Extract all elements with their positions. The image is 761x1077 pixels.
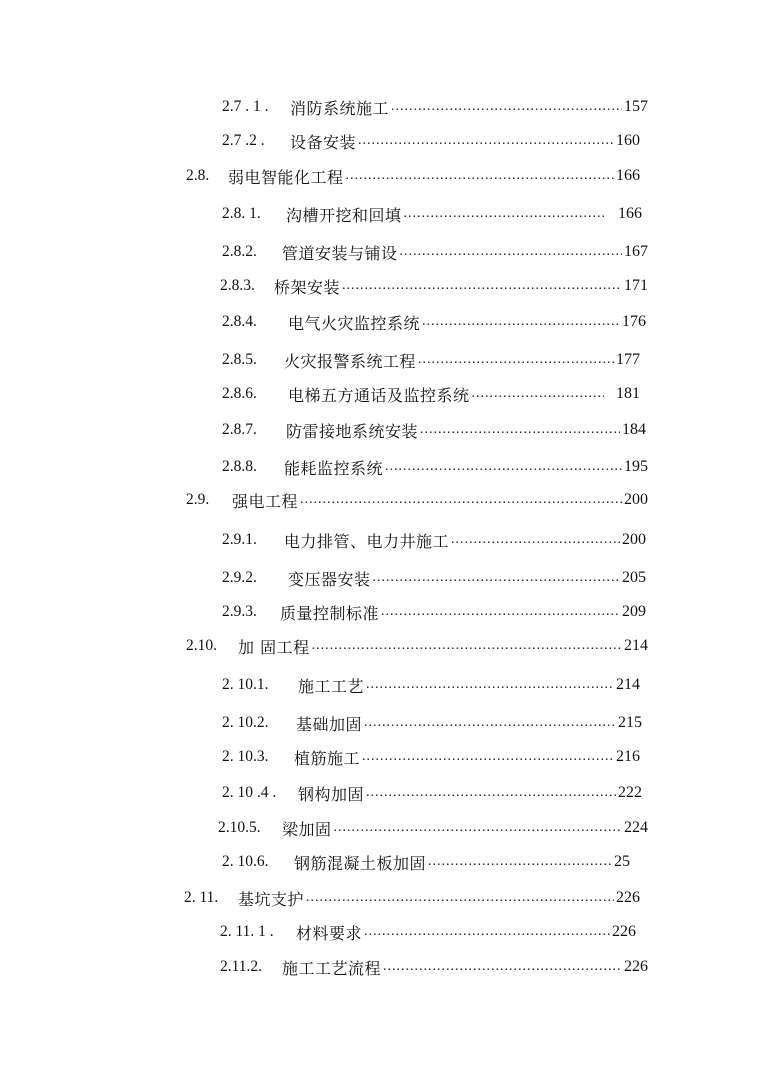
toc-entry <box>222 743 640 771</box>
toc-entry-number: 2. 11. 1 . <box>220 923 274 940</box>
dot-leader <box>366 677 614 699</box>
toc-entry-number: 2. 10.3. <box>222 748 269 765</box>
toc-entry <box>222 308 646 336</box>
toc-entry <box>186 632 648 660</box>
dot-leader <box>385 459 622 481</box>
toc-entry-number: 2. 10.6. <box>222 853 269 870</box>
toc-entry-title: 基坑支护 <box>238 889 305 909</box>
toc-entry <box>222 671 640 699</box>
toc-entry-page: 214 <box>616 676 640 693</box>
toc-entry-number: 2.9.1. <box>222 531 257 548</box>
toc-entry-number: 2.11.2. <box>220 958 263 975</box>
toc-entry-page: 214 <box>624 637 648 654</box>
toc-entry-page: 209 <box>622 603 646 620</box>
toc-entry-number: 2. 11. <box>184 889 219 906</box>
toc-entry-number: 2. 10.2. <box>222 714 269 731</box>
toc-entry-page: 184 <box>622 421 646 438</box>
toc-entry-title: 能耗监控系统 <box>284 458 384 478</box>
toc-entry <box>222 238 648 266</box>
toc-entry <box>220 918 636 946</box>
toc-entry-page: 216 <box>616 748 640 765</box>
toc-entry-title: 弱电智能化工程 <box>228 167 344 187</box>
dot-leader <box>400 244 622 266</box>
toc-entry-title: 植筋施工 <box>294 748 361 768</box>
toc-entry-number: 2.8.3. <box>220 277 255 294</box>
toc-entry-page: 157 <box>624 98 648 115</box>
toc-entry-page: 200 <box>622 531 646 548</box>
dot-leader <box>381 604 620 626</box>
toc-entry <box>218 814 648 842</box>
toc-entry <box>222 127 640 155</box>
dot-leader <box>428 854 612 876</box>
toc-entry-page: 200 <box>624 491 648 508</box>
dot-leader <box>391 99 622 121</box>
toc-entry-page: 177 <box>616 351 640 368</box>
toc-entry <box>222 380 640 408</box>
dot-leader <box>306 890 614 912</box>
toc-entry-title: 桥架安装 <box>274 277 341 297</box>
toc-entry-page: 205 <box>622 569 646 586</box>
dot-leader <box>364 715 616 737</box>
dot-leader <box>373 570 620 592</box>
toc-entry-title: 加 固工程 <box>238 637 310 657</box>
toc-entry <box>222 598 646 626</box>
toc-entry-number: 2.7 .2 . <box>222 132 265 149</box>
toc-entry <box>222 526 646 554</box>
dot-leader <box>366 785 616 807</box>
toc-entry-number: 2.10. <box>186 637 217 654</box>
toc-entry-page: 160 <box>616 132 640 149</box>
toc-entry <box>184 884 640 912</box>
toc-entry-page: 224 <box>624 819 648 836</box>
toc-entry-title: 梁加固 <box>282 819 332 839</box>
toc-entry-number: 2.9.3. <box>222 603 257 620</box>
dot-leader <box>342 278 622 300</box>
toc-entry <box>186 162 640 190</box>
toc-entry-number: 2.8.4. <box>222 313 257 330</box>
toc-entry-title: 施工工艺流程 <box>282 958 382 978</box>
toc-entry <box>222 709 642 737</box>
toc-entry-title: 质量控制标准 <box>280 603 380 623</box>
toc-entry-title: 沟槽开挖和回填 <box>286 205 402 225</box>
toc-entry-number: 2. 10.1. <box>222 676 269 693</box>
toc-entry-page: 171 <box>624 277 648 294</box>
dot-leader <box>422 314 620 336</box>
dot-leader <box>362 749 614 771</box>
toc-entry-title: 钢构加固 <box>298 784 365 804</box>
toc-entry <box>222 200 642 228</box>
toc-entry-title: 电梯五方通话及监控系统 <box>288 385 470 405</box>
toc-entry-number: 2.8. 1. <box>222 205 261 222</box>
dot-leader <box>300 492 622 514</box>
toc-entry <box>222 453 648 481</box>
toc-entry-page: 226 <box>624 958 648 975</box>
toc-entry <box>222 346 640 374</box>
toc-entry-page: 166 <box>618 205 642 222</box>
toc-entry-number: 2.8.8. <box>222 458 257 475</box>
toc-entry <box>186 486 648 514</box>
toc-entry-title: 电气火灾监控系统 <box>288 313 421 333</box>
toc-entry-number: 2.8. <box>186 167 210 184</box>
dot-leader <box>358 133 614 155</box>
dot-leader <box>404 206 604 228</box>
dot-leader <box>418 352 614 374</box>
toc-entry-title: 基础加固 <box>296 714 363 734</box>
toc-entry-title: 变压器安装 <box>288 569 371 589</box>
toc-entry-title: 消防系统施工 <box>290 98 390 118</box>
toc-entry-title: 电力排管、电力井施工 <box>284 531 450 551</box>
dot-leader <box>420 422 620 444</box>
toc-entry-page: 166 <box>616 167 640 184</box>
toc-entry-number: 2.8.5. <box>222 351 257 368</box>
dot-leader <box>383 959 622 981</box>
toc-entry-page: 226 <box>612 923 636 940</box>
toc-entry <box>222 564 646 592</box>
toc-entry-title: 设备安装 <box>290 132 357 152</box>
toc-entry-title: 管道安装与铺设 <box>282 243 398 263</box>
toc-entry-page: 167 <box>624 243 648 260</box>
toc-entry-number: 2.10.5. <box>218 819 261 836</box>
toc-entry-page: 222 <box>618 784 642 801</box>
toc-entry-title: 施工工艺 <box>298 676 365 696</box>
toc-entry <box>222 848 630 876</box>
toc-entry-title: 防雷接地系统安装 <box>286 421 419 441</box>
toc-entry <box>222 779 642 807</box>
dot-leader <box>346 168 614 190</box>
dot-leader <box>472 386 604 408</box>
toc-entry-number: 2.9.2. <box>222 569 257 586</box>
toc-entry <box>220 953 648 981</box>
toc-entry-title: 钢筋混凝土板加固 <box>294 853 427 873</box>
toc-entry-page: 195 <box>624 458 648 475</box>
toc-entry-page: 176 <box>622 313 646 330</box>
dot-leader <box>334 820 622 842</box>
dot-leader <box>364 924 610 946</box>
toc-entry-number: 2.8.6. <box>222 385 257 402</box>
toc-entry <box>222 416 646 444</box>
toc-entry <box>222 93 648 121</box>
toc-entry-number: 2.8.7. <box>222 421 257 438</box>
toc-entry-title: 强电工程 <box>232 491 299 511</box>
toc-entry-number: 2.8.2. <box>222 243 257 260</box>
toc-entry-page: 25 <box>614 853 630 870</box>
toc-entry-number: 2.9. <box>186 491 210 508</box>
toc-entry-title: 材料要求 <box>296 923 363 943</box>
toc-entry-number: 2.7 . 1 . <box>222 98 269 115</box>
toc-entry-page: 181 <box>616 385 640 402</box>
toc-entry-page: 215 <box>618 714 642 731</box>
dot-leader <box>312 638 622 660</box>
toc-entry-page: 226 <box>616 889 640 906</box>
toc-entry-title: 火灾报警系统工程 <box>284 351 417 371</box>
toc-entry <box>220 272 648 300</box>
dot-leader <box>451 532 620 554</box>
toc-entry-number: 2. 10 .4 . <box>222 784 277 801</box>
